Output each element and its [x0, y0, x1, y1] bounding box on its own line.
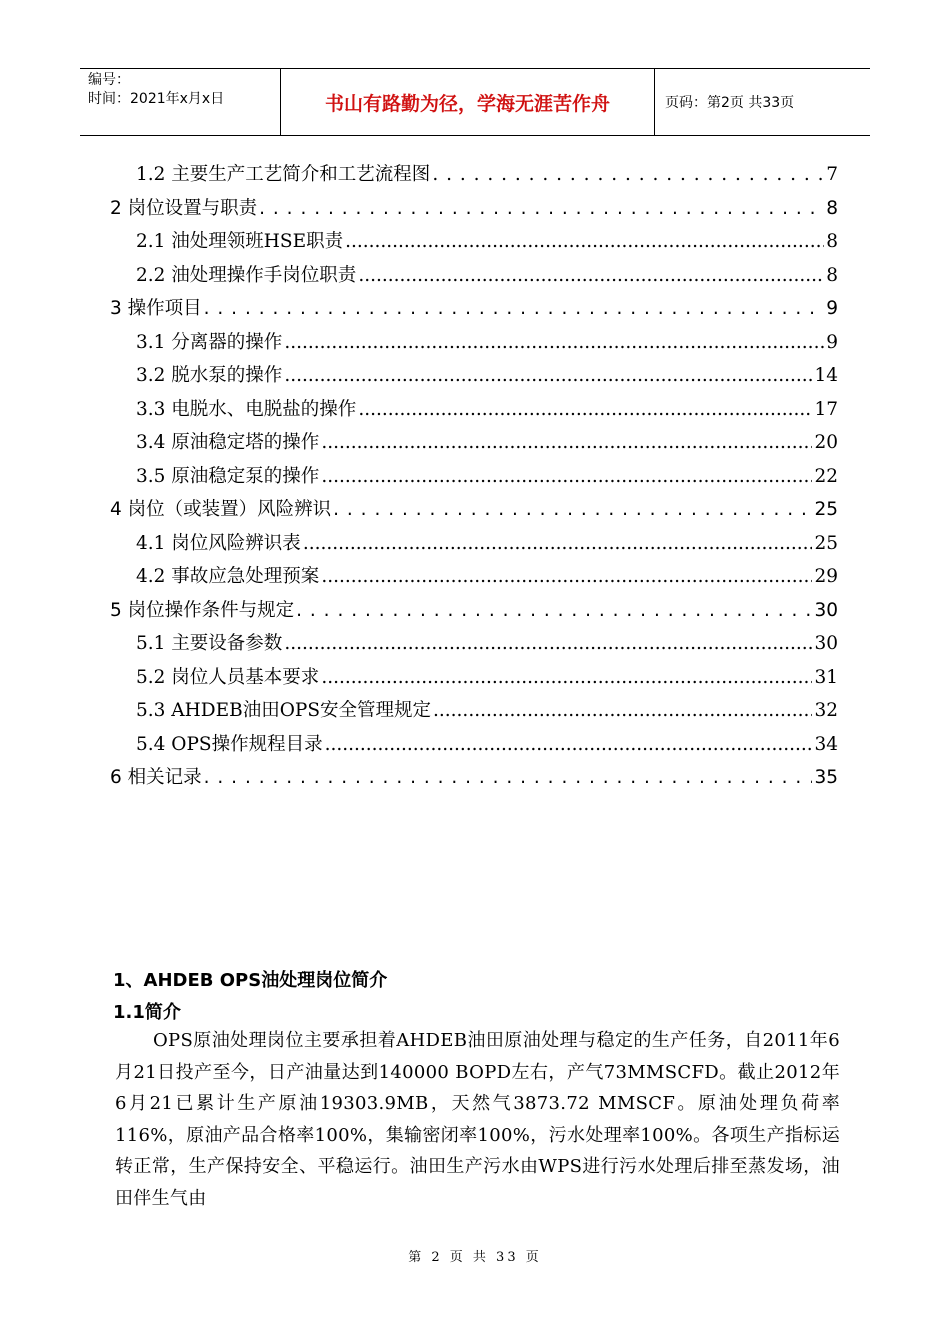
toc-entry-title: 3.4 原油稳定塔的操作	[136, 432, 320, 453]
toc-entry-page-number: 9	[826, 298, 838, 319]
toc-entry-title: 5.4 OPS操作规程目录	[136, 733, 323, 755]
section-heading: 1、AHDEB OPS油处理岗位简介	[113, 970, 388, 991]
toc-entry[interactable]	[110, 527, 838, 561]
toc-dot-leader	[284, 326, 824, 360]
toc-entry-title: 4 岗位（或装置）风险辨识	[110, 499, 332, 520]
toc-entry-page-number: 7	[826, 164, 838, 185]
toc-entry[interactable]	[110, 158, 838, 192]
toc-entry[interactable]	[110, 393, 838, 427]
toc-entry[interactable]	[110, 493, 838, 527]
table-of-contents	[110, 158, 838, 795]
toc-entry[interactable]	[110, 694, 838, 728]
toc-entry-page-number: 34	[814, 733, 838, 755]
toc-entry-title: 3 操作项目	[110, 298, 202, 319]
toc-entry[interactable]	[110, 326, 838, 360]
toc-dot-leader	[284, 359, 812, 393]
toc-entry-title: 4.1 岗位风险辨识表	[136, 532, 301, 554]
toc-entry-page-number: 14	[814, 365, 838, 386]
toc-entry-title: 2.2 油处理操作手岗位职责	[136, 264, 357, 286]
toc-entry-title: 3.5 原油稳定泵的操作	[136, 465, 320, 487]
toc-entry[interactable]	[110, 661, 838, 695]
subsection-heading: 1.1简介	[113, 1002, 181, 1023]
toc-entry[interactable]	[110, 460, 838, 494]
toc-entry-page-number: 8	[826, 264, 838, 286]
toc-entry[interactable]	[110, 426, 838, 460]
toc-dot-leader	[358, 259, 824, 293]
toc-entry-title: 3.2 脱水泵的操作	[136, 365, 283, 386]
header-meta	[80, 69, 281, 135]
toc-entry-page-number: 8	[826, 231, 838, 252]
toc-entry-page-number: 22	[814, 465, 838, 487]
toc-entry[interactable]	[110, 192, 838, 226]
toc-entry-page-number: 30	[814, 633, 838, 654]
toc-entry-page-number: 9	[826, 331, 838, 353]
toc-dot-leader	[303, 527, 813, 561]
toc-dot-leader	[204, 292, 825, 326]
header-page-info: 页码：第2页 共33页	[665, 95, 795, 111]
toc-entry-page-number: 32	[814, 700, 838, 721]
toc-dot-leader	[296, 594, 812, 628]
toc-entry-title: 4.2 事故应急处理预案	[136, 566, 320, 587]
toc-entry-page-number: 30	[814, 599, 838, 621]
toc-dot-leader	[345, 225, 824, 259]
toc-dot-leader	[321, 661, 812, 695]
toc-entry-title: 6 相关记录	[110, 767, 202, 788]
toc-dot-leader	[358, 393, 812, 427]
toc-entry-title: 5.2 岗位人员基本要求	[136, 666, 320, 688]
toc-dot-leader	[432, 158, 824, 192]
toc-entry-title: 1.2 主要生产工艺简介和工艺流程图	[136, 164, 431, 185]
toc-entry-title: 5.3 AHDEB油田OPS安全管理规定	[136, 700, 432, 721]
page-header	[80, 68, 870, 136]
toc-dot-leader	[333, 493, 812, 527]
toc-entry-page-number: 25	[814, 532, 838, 554]
toc-dot-leader	[321, 460, 812, 494]
page-footer: 第 2 页 共 33 页	[408, 1250, 542, 1265]
intro-paragraph: OPS原油处理岗位主要承担着AHDEB油田原油处理与稳定的生产任务，自2011年6月21日投产至今，日产油量达到140000 BOPD左右，产气73MMSCFD。截止2012年6月21已累计生产原油19303.9MB，天然气3873.72 MMSCF。原油处理负荷率116%，原油产品合格率100%，集输密闭率100%，污水处理率100%。各项生产指标运转正常，生产保持安全、平稳运行。油田生产污水由WPS进行污水处理后排至蒸发场，油田伴生气由	[115, 1030, 840, 1209]
toc-dot-leader	[204, 761, 813, 795]
toc-entry-page-number: 20	[814, 432, 838, 453]
toc-entry[interactable]	[110, 594, 838, 628]
toc-entry-title: 2.1 油处理领班HSE职责	[136, 231, 344, 252]
toc-entry-page-number: 8	[826, 197, 838, 219]
toc-dot-leader	[321, 426, 812, 460]
toc-dot-leader	[284, 627, 812, 661]
toc-entry[interactable]	[110, 761, 838, 795]
toc-entry[interactable]	[110, 225, 838, 259]
toc-entry[interactable]	[110, 627, 838, 661]
toc-entry-title: 3.1 分离器的操作	[136, 331, 283, 353]
header-motto: 书山有路勤为径，学海无涯苦作舟	[281, 69, 655, 135]
toc-entry-title: 3.3 电脱水、电脱盐的操作	[136, 398, 357, 420]
toc-entry[interactable]	[110, 728, 838, 762]
toc-dot-leader	[321, 560, 812, 594]
toc-dot-leader	[325, 728, 813, 762]
toc-entry-page-number: 29	[814, 566, 838, 587]
toc-entry-page-number: 31	[814, 666, 838, 688]
toc-dot-leader	[433, 694, 812, 728]
toc-entry-page-number: 25	[814, 499, 838, 520]
document-number-label: 编号：	[88, 72, 130, 88]
toc-entry[interactable]	[110, 560, 838, 594]
toc-entry-title: 2 岗位设置与职责	[110, 197, 258, 219]
toc-entry[interactable]	[110, 292, 838, 326]
toc-entry-title: 5.1 主要设备参数	[136, 633, 283, 654]
toc-entry-page-number: 35	[814, 767, 838, 788]
toc-dot-leader	[259, 192, 824, 226]
toc-entry-page-number: 17	[814, 398, 838, 420]
toc-entry-title: 5 岗位操作条件与规定	[110, 599, 295, 621]
toc-entry[interactable]	[110, 259, 838, 293]
toc-entry[interactable]	[110, 359, 838, 393]
document-time-label: 时间：2021年x月x日	[88, 91, 225, 107]
